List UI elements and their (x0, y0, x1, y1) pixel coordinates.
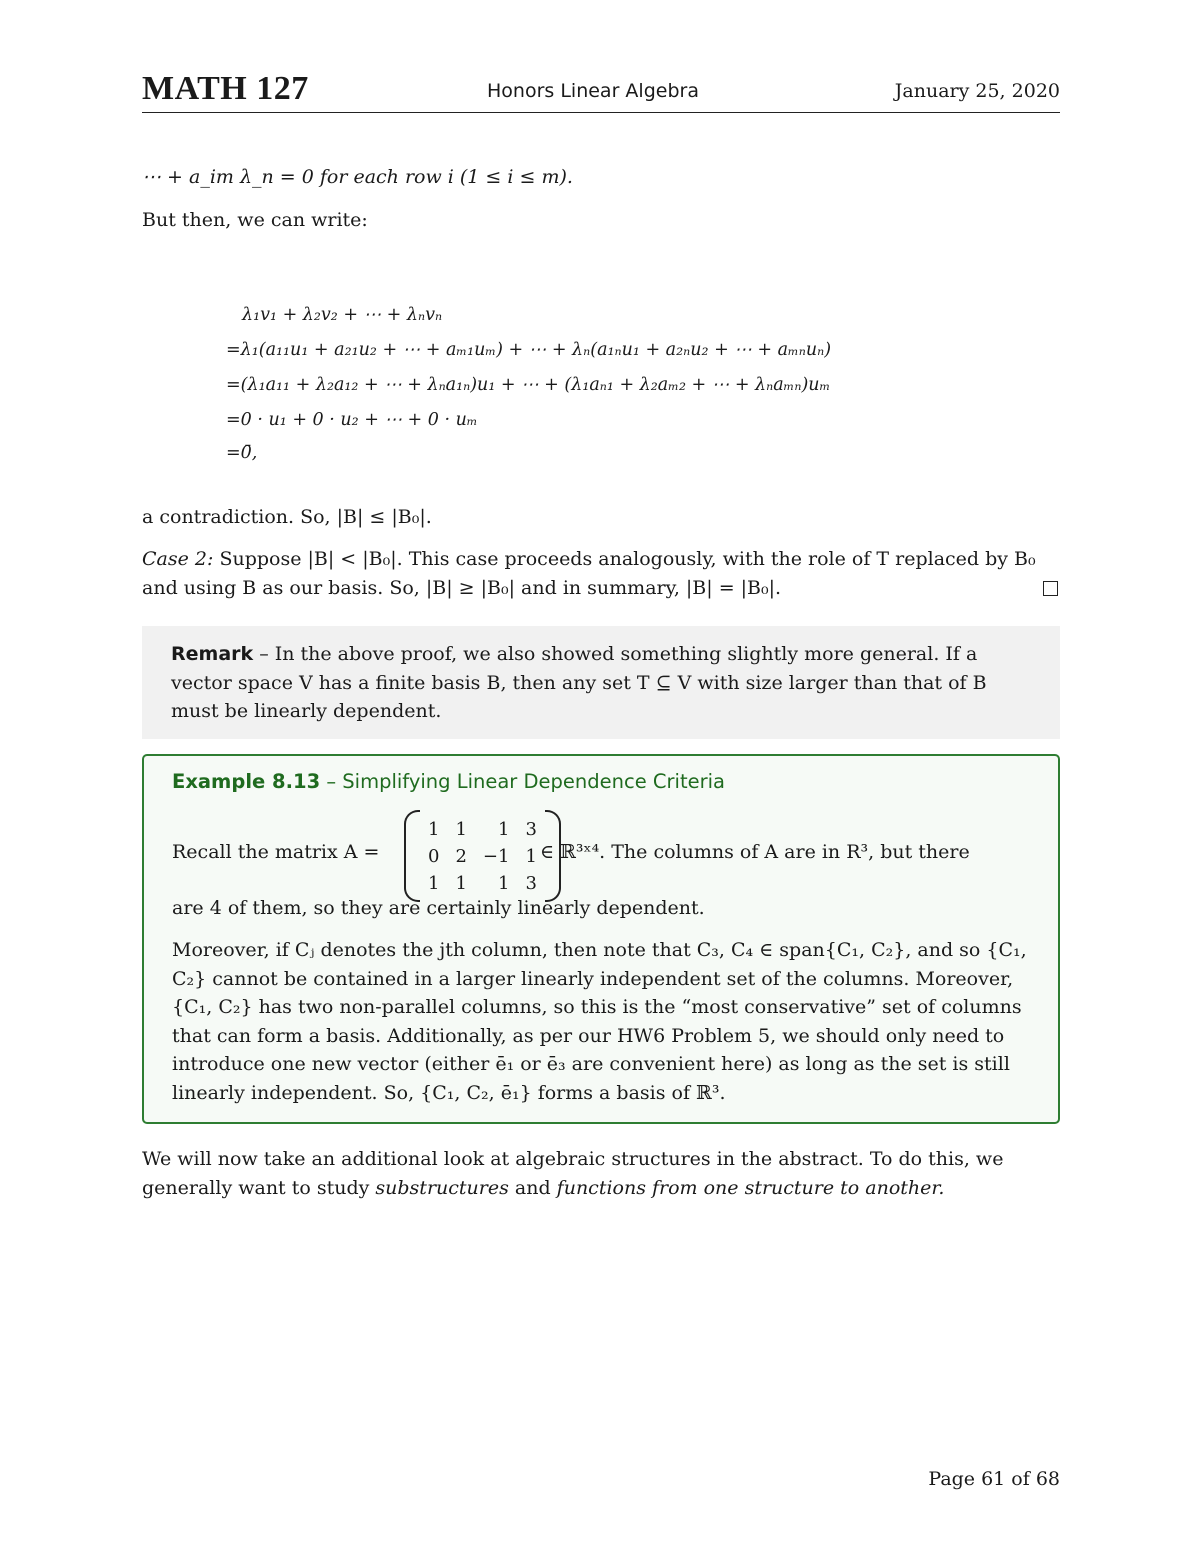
page-header (142, 70, 1060, 113)
matrix-cell: 2 (455, 846, 467, 867)
emphasis-substructures: substructures (375, 1176, 509, 1199)
equation-fragment: ⋯ + a_im λ_n = 0 for each row i (1 ≤ i ≤ m). (142, 166, 573, 188)
recall-continuation: are 4 of them, so they are certainly linearly dependent. (172, 897, 705, 919)
closing-text: We will now take an additional look at algebraic structures in the abstract. To do this, we generally want to study (142, 1148, 1004, 1199)
body-text: But then, we can write: (142, 209, 368, 231)
matrix-cell: 1 (428, 819, 440, 840)
example-box (142, 754, 1060, 1124)
remark-text (171, 640, 1033, 726)
left-paren (404, 810, 420, 902)
page-number: Page 61 of 68 (928, 1468, 1060, 1490)
remark-label: Remark (171, 643, 254, 665)
recall-text-post: ∈ ℝ³ˣ⁴. The columns of A are in R³, but there (540, 841, 970, 863)
matrix-cell: 1 (498, 819, 510, 840)
example-heading: – Simplifying Linear Dependence Criteria (320, 770, 726, 793)
matrix-table (420, 816, 545, 897)
case-2-paragraph (142, 545, 1060, 602)
example-number: Example 8.13 (172, 770, 321, 793)
equation-line: =0 · u₁ + 0 · u₂ + ⋯ + 0 · uₘ (226, 410, 478, 430)
matrix-cell: 1 (455, 873, 467, 894)
case-label: Case 2: (142, 548, 214, 570)
document-page (142, 0, 1060, 1553)
matrix-cell: −1 (482, 846, 510, 867)
matrix-cell: 3 (525, 873, 537, 894)
matrix-row (420, 816, 545, 843)
matrix-cell: 1 (455, 819, 467, 840)
recall-text: Recall the matrix A = (172, 841, 380, 863)
equation-line: =(λ₁a₁₁ + λ₂a₁₂ + ⋯ + λₙa₁ₙ)u₁ + ⋯ + (λ₁aₙ₁ + λ₂aₘ₂ + ⋯ + λₙaₘₙ)uₘ (226, 375, 831, 395)
equation-line: =λ₁(a₁₁u₁ + a₂₁u₂ + ⋯ + aₘ₁uₘ) + ⋯ + λₙ(a₁ₙu₁ + a₂ₙu₂ + ⋯ + aₘₙuₙ) (226, 340, 832, 360)
remark-body: – In the above proof, we also showed something slightly more general. If a vector space V has a finite basis B, then any set T ⊆ V with size larger than that of B must be linearly dependent. (171, 643, 987, 722)
remark-box (142, 626, 1060, 739)
matrix-cell: 1 (525, 846, 537, 867)
matrix-cell: 1 (428, 873, 440, 894)
matrix-A (404, 816, 561, 897)
header-date: January 25, 2020 (894, 80, 1060, 102)
equation-line: =0̄, (226, 443, 258, 463)
qed-symbol (1043, 581, 1058, 596)
closing-text-mid: and (508, 1176, 557, 1199)
matrix-cell: 0 (428, 846, 440, 867)
example-title (172, 770, 725, 793)
closing-paragraph (142, 1145, 1060, 1202)
body-text: a contradiction. So, |B| ≤ |B₀|. (142, 506, 432, 528)
course-title: MATH 127 (142, 70, 309, 107)
matrix-cell: 3 (525, 819, 537, 840)
emphasis-functions: functions from one structure to another. (556, 1176, 945, 1199)
matrix-cell: 1 (498, 873, 510, 894)
course-subject: Honors Linear Algebra (487, 80, 699, 102)
matrix-row (420, 843, 545, 870)
example-paragraph: Moreover, if Cⱼ denotes the jth column, then note that C₃, C₄ ∈ span{C₁, C₂}, and so {C₁, C₂} cannot be contained in a larger linearly independent set of the columns. Moreover, {C₁, C₂} has two non-parallel columns, so this is the “most conservative” set of columns that can form a basis. Additionally, as per our HW6 Problem 5, we should only need to introduce one new vector (either ē₁ or ē₃ are convenient here) as long as the set is still linearly independent. So, {C₁, C₂, ē₁} forms a basis of ℝ³. (172, 939, 1027, 1104)
equation-line: λ₁v₁ + λ₂v₂ + ⋯ + λₙvₙ (242, 305, 443, 325)
matrix-line (172, 812, 1032, 902)
case-text: Suppose |B| < |B₀|. This case proceeds analogously, with the role of T replaced by B₀ and using B as our basis. So, |B| ≥ |B₀| and in summary, |B| = |B₀|. (142, 548, 1036, 599)
matrix-row (420, 870, 545, 897)
